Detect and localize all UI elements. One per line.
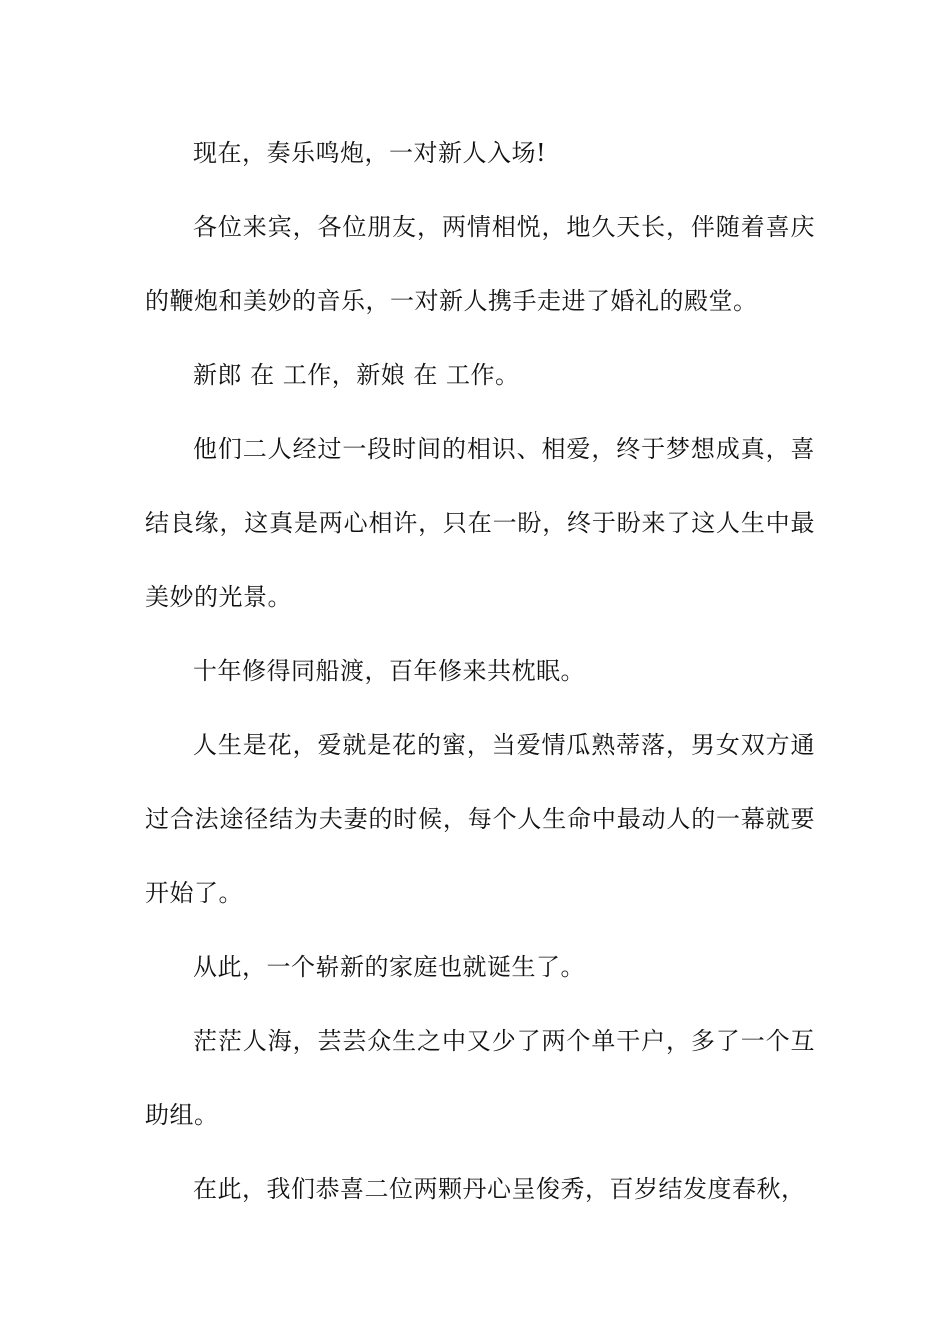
paragraph-8: 茫茫人海，芸芸众生之中又少了两个单干户，多了一个互助组。 (145, 1027, 815, 1129)
paragraph-4: 他们二人经过一段时间的相识、相爱，终于梦想成真，喜结良缘，这真是两心相许，只在一盼，终于盼来了这人生中最美妙的光景。 (145, 435, 815, 611)
paragraph-3: 新郎 在 工作，新娘 在 工作。 (193, 361, 520, 389)
paragraph-5: 十年修得同船渡，百年修来共枕眠。 (193, 657, 585, 685)
paragraph-2: 各位来宾，各位朋友，两情相悦，地久天长，伴随着喜庆的鞭炮和美妙的音乐，一对新人携手走进了婚礼的殿堂。 (145, 213, 815, 315)
paragraph-9: 在此，我们恭喜二位两颗丹心呈俊秀，百岁结发度春秋， (193, 1175, 806, 1203)
paragraph-6: 人生是花，爱就是花的蜜，当爱情瓜熟蒂落，男女双方通过合法途径结为夫妻的时候，每个人生命中最动人的一幕就要开始了。 (145, 731, 815, 907)
paragraph-7: 从此，一个崭新的家庭也就诞生了。 (193, 953, 585, 981)
paragraph-1: 现在，奏乐鸣炮，一对新人入场! (193, 139, 547, 167)
